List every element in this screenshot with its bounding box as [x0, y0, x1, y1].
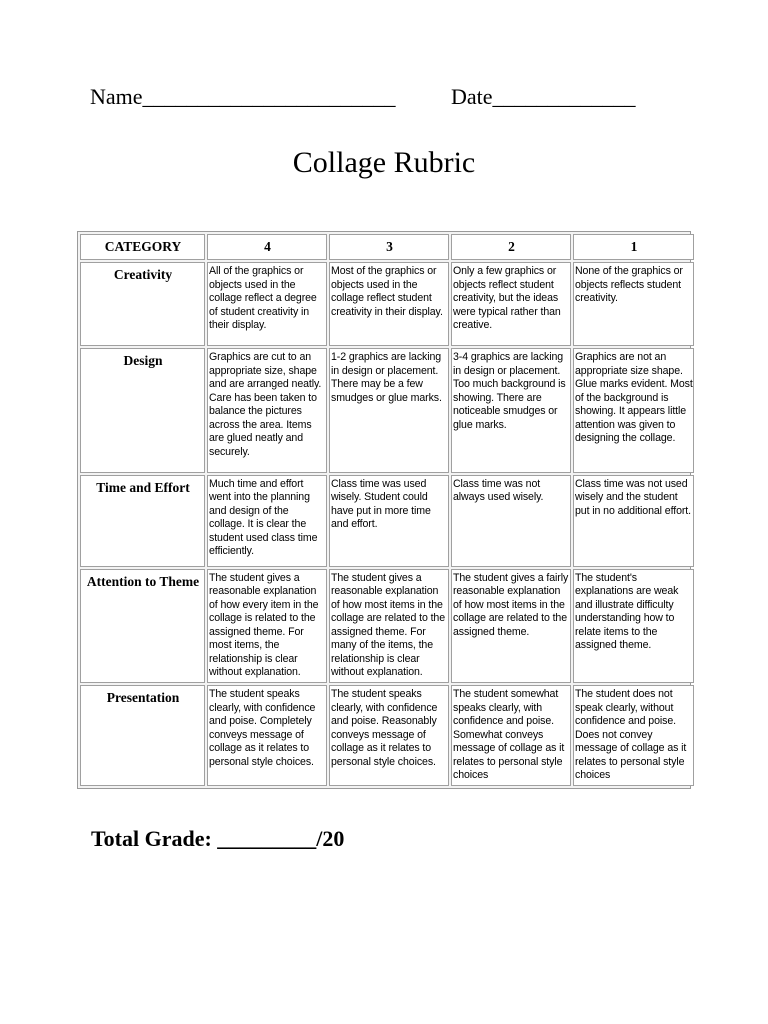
rubric-row-creativity [80, 262, 694, 346]
criteria-cell: Only a few graphics or objects reflect student creativity, but the ideas were typical rather than creative. [451, 262, 571, 346]
rubric-header-row [80, 234, 694, 260]
criteria-cell: Graphics are not an appropriate size shape. Glue marks evident. Most of the background is showing. It appears little attention was given to designing the collage. [573, 348, 694, 472]
rubric-row-presentation [80, 685, 694, 786]
criteria-cell: None of the graphics or objects reflects student creativity. [573, 262, 694, 346]
criteria-cell: The student speaks clearly, with confidence and poise. Reasonably conveys message of collage as it relates to personal style choices. [329, 685, 449, 786]
criteria-cell: Class time was not always used wisely. [451, 475, 571, 567]
category-label: Design [80, 348, 205, 472]
header-category: CATEGORY [80, 234, 205, 260]
category-label: Presentation [80, 685, 205, 786]
criteria-cell: Much time and effort went into the planning and design of the collage. It is clear the student used class time efficiently. [207, 475, 327, 567]
header-score-2: 2 [451, 234, 571, 260]
rubric-row-time-effort [80, 475, 694, 567]
criteria-cell: The student does not speak clearly, without confidence and poise. Does not convey message of collage as it relates to personal style choices [573, 685, 694, 786]
category-label: Attention to Theme [80, 569, 205, 683]
criteria-cell: Class time was used wisely. Student could have put in more time and effort. [329, 475, 449, 567]
criteria-cell: 1-2 graphics are lacking in design or placement. There may be a few smudges or glue marks. [329, 348, 449, 472]
criteria-cell: The student speaks clearly, with confidence and poise. Completely conveys message of collage as it relates to personal style choices. [207, 685, 327, 786]
page-title: Collage Rubric [292, 146, 476, 179]
header-score-4: 4 [207, 234, 327, 260]
criteria-cell: The student gives a fairly reasonable explanation of how most items in the collage are related to the assigned theme. [451, 569, 571, 683]
rubric-table [78, 232, 696, 788]
criteria-cell: Most of the graphics or objects used in the collage reflect student creativity in their display. [329, 262, 449, 346]
criteria-cell: The student gives a reasonable explanation of how most items in the collage are related to the assigned theme. For many of the items, the relationship is clear without explanation. [329, 569, 449, 683]
date-field-label: Date_____________ [451, 84, 636, 109]
rubric-row-attention-theme [80, 569, 694, 683]
header-score-3: 3 [329, 234, 449, 260]
name-field-label: Name_______________________ [90, 84, 396, 109]
rubric-row-design [80, 348, 694, 472]
criteria-cell: 3-4 graphics are lacking in design or placement. Too much background is showing. There are noticeable smudges or glue marks. [451, 348, 571, 472]
criteria-cell: The student's explanations are weak and illustrate difficulty understanding how to relate items to the assigned theme. [573, 569, 694, 683]
total-grade-label: Total Grade: _________/20 [91, 826, 345, 851]
category-label: Time and Effort [80, 475, 205, 567]
criteria-cell: Graphics are cut to an appropriate size, shape and are arranged neatly. Care has been taken to balance the pictures across the area. Items are glued neatly and securely. [207, 348, 327, 472]
category-label: Creativity [80, 262, 205, 346]
criteria-cell: All of the graphics or objects used in the collage reflect a degree of student creativity in their display. [207, 262, 327, 346]
criteria-cell: The student somewhat speaks clearly, with confidence and poise. Somewhat conveys message of collage as it relates to personal style choices [451, 685, 571, 786]
criteria-cell: The student gives a reasonable explanation of how every item in the collage is related to the assigned theme. For most items, the relationship is clear without explanation. [207, 569, 327, 683]
criteria-cell: Class time was not used wisely and the student put in no additional effort. [573, 475, 694, 567]
rubric-table-frame [77, 231, 691, 789]
header-score-1: 1 [573, 234, 694, 260]
